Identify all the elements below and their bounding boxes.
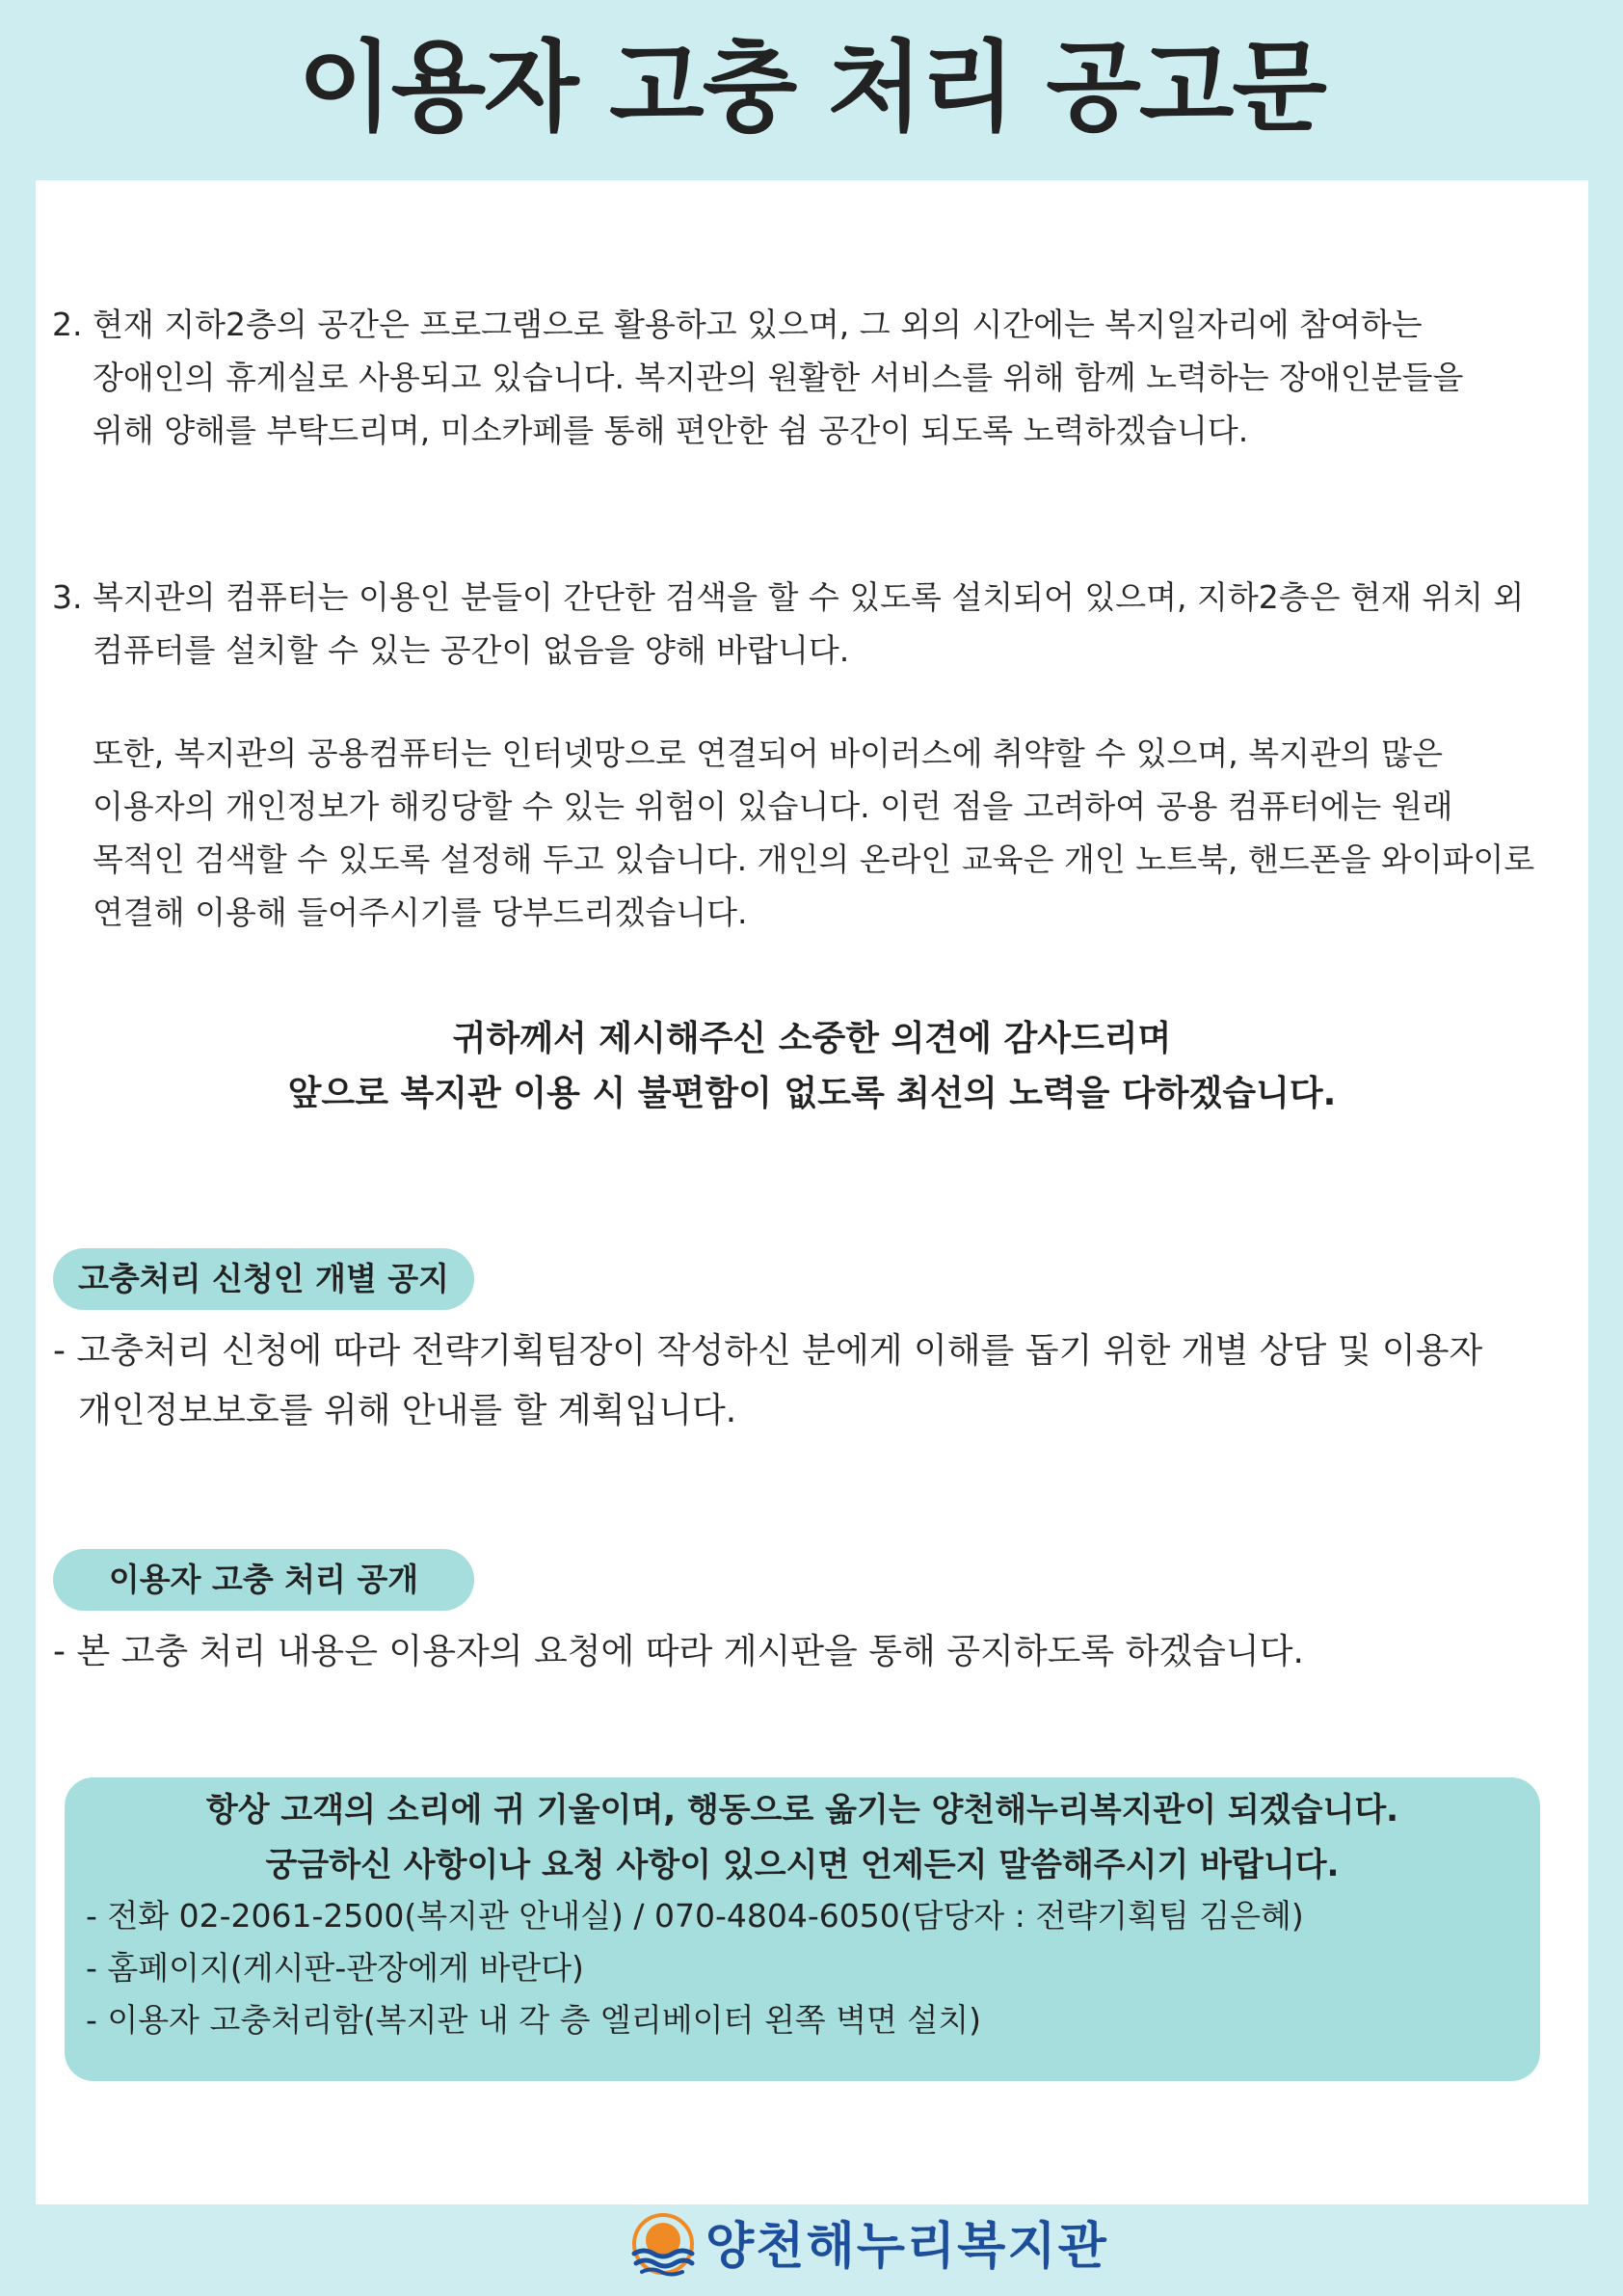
item-3-line: 컴퓨터를 설치할 수 있는 공간이 없음을 양해 바랍니다. <box>93 631 850 669</box>
item-3-additional-line: 이용자의 개인정보가 해킹당할 수 있는 위험이 있습니다. 이런 점을 고려하여 공용 컴퓨터에는 원래 <box>93 788 1453 825</box>
notice-body <box>36 180 1588 2204</box>
contact-headline-line: 궁금하신 사항이나 요청 사항이 있으시면 언제든지 말씀해주시기 바랍니다. <box>265 1846 1340 1884</box>
item-3-paragraph <box>52 571 1524 677</box>
individual-notice-line: - 고충처리 신청에 따라 전략기획팀장이 작성하신 분에게 이해를 돕기 위한 개별 상담 및 이용자 <box>53 1331 1483 1371</box>
closing-line: 앞으로 복지관 이용 시 불편함이 없도록 최선의 노력을 다하겠습니다. <box>287 1074 1337 1113</box>
contact-headline <box>65 1783 1540 1893</box>
contact-homepage: - 홈페이지(게시판-관장에게 바란다) <box>86 1949 584 1987</box>
public-disclosure-heading: 이용자 고충 처리 공개 <box>53 1549 474 1611</box>
item-2-paragraph <box>52 298 1463 457</box>
individual-notice-text <box>53 1322 1482 1441</box>
individual-notice-heading: 고충처리 신청인 개별 공지 <box>53 1248 474 1310</box>
sunrise-wave-logo-icon <box>628 2211 698 2281</box>
contact-phone: - 전화 02-2061-2500(복지관 안내실) / 070-4804-6050(담당자 : 전략기획팀 김은혜) <box>86 1897 1304 1935</box>
contact-list <box>86 1890 1304 2046</box>
individual-notice-line: 개인정보보호를 위해 안내를 할 계획입니다. <box>78 1391 737 1430</box>
closing-statement <box>36 1011 1588 1121</box>
closing-line: 귀하께서 제시해주신 소중한 의견에 감사드리며 <box>452 1019 1172 1058</box>
page-title: 이용자 고충 처리 공고문 <box>298 31 1325 146</box>
item-3-line: 3. 복지관의 컴퓨터는 이용인 분들이 간단한 검색을 할 수 있도록 설치되어 있으며, 지하2층은 현재 위치 외 <box>52 578 1525 616</box>
public-disclosure-line: - 본 고충 처리 내용은 이용자의 요청에 따라 게시판을 통해 공지하도록 하겠습니다. <box>53 1632 1304 1671</box>
contact-info-box <box>65 1777 1540 2081</box>
organization-name: 양천해누리복지관 <box>705 2217 1108 2276</box>
contact-headline-line: 항상 고객의 소리에 귀 기울이며, 행동으로 옮기는 양천해누리복지관이 되겠습니다. <box>205 1791 1399 1829</box>
organization-logo <box>628 2207 1108 2284</box>
contact-complaint-box: - 이용자 고충처리함(복지관 내 각 층 엘리베이터 왼쪽 벽면 설치) <box>86 2001 982 2039</box>
item-3-additional-line: 목적인 검색할 수 있도록 설정해 두고 있습니다. 개인의 온라인 교육은 개인 노트북, 핸드폰을 와이파이로 <box>93 841 1535 878</box>
item-2-line: 위해 양해를 부탁드리며, 미소카페를 통해 편안한 쉼 공간이 되도록 노력하겠습니다. <box>93 412 1249 449</box>
public-disclosure-text <box>53 1622 1304 1682</box>
item-2-line: 장애인의 휴게실로 사용되고 있습니다. 복지관의 원활한 서비스를 위해 함께 노력하는 장애인분들을 <box>93 359 1464 396</box>
item-3-additional-paragraph <box>52 727 1534 939</box>
item-3-additional-line: 또한, 복지관의 공용컴퓨터는 인터넷망으로 연결되어 바이러스에 취약할 수 있으며, 복지관의 많은 <box>93 734 1443 772</box>
item-3-additional-line: 연결해 이용해 들어주시기를 당부드리겠습니다. <box>93 894 748 931</box>
item-2-line: 2. 현재 지하2층의 공간은 프로그램으로 활용하고 있으며, 그 외의 시간에는 복지일자리에 참여하는 <box>52 306 1423 343</box>
